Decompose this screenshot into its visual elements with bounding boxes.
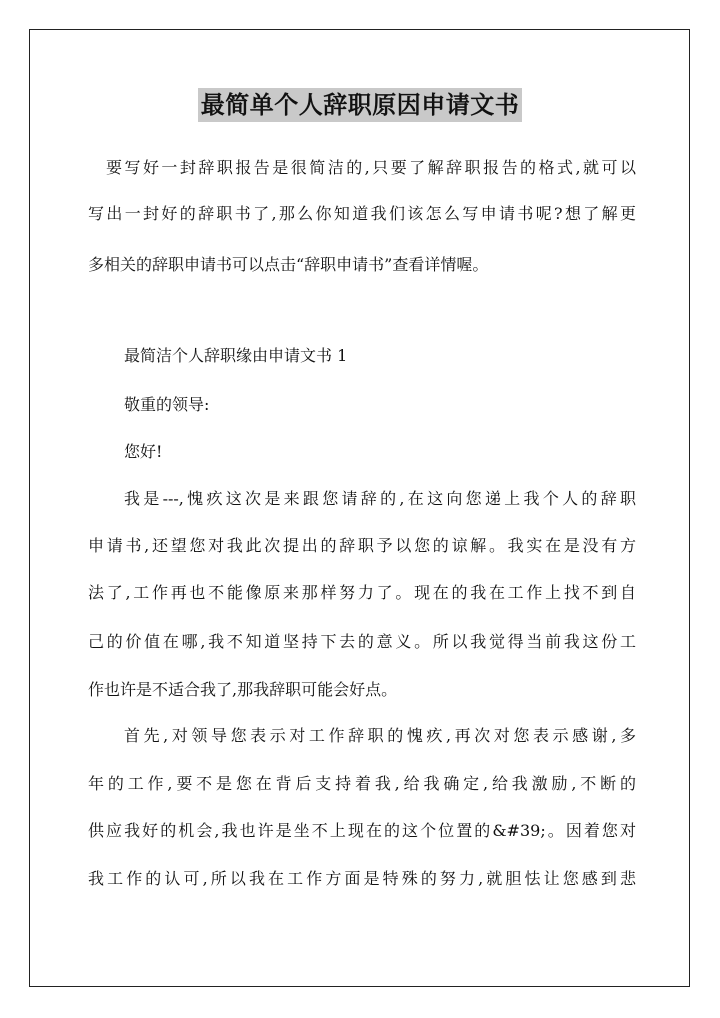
section-heading: 最简洁个人辞职缘由申请文书 1 [124,346,348,365]
document-title: 最简单个人辞职原因申请文书 [198,88,523,122]
paragraph-line: 年的工作,要不是您在背后支持着我,给我确定,给我激励,不断的 [88,774,636,793]
paragraph-line: 要写好一封辞职报告是很简洁的,只要了解辞职报告的格式,就可以 [106,158,636,177]
paragraph-line: 作也许是不适合我了,那我辞职可能会好点。 [88,680,398,699]
paragraph-line: 法了,工作再也不能像原来那样努力了。现在的我在工作上找不到自 [88,583,636,602]
title-wrapper [0,88,720,122]
paragraph-line: 申请书,还望您对我此次提出的辞职予以您的谅解。我实在是没有方 [88,536,636,555]
paragraph-line: 多相关的辞职申请书可以点击“辞职申请书”查看详情喔。 [88,255,489,274]
salutation: 敬重的领导: [124,395,210,414]
paragraph-line: 己的价值在哪,我不知道坚持下去的意义。所以我觉得当前我这份工 [88,632,636,651]
paragraph-line: 写出一封好的辞职书了,那么你知道我们该怎么写申请书呢?想了解更 [88,204,636,223]
paragraph-line: 我是---,愧疚这次是来跟您请辞的,在这向您递上我个人的辞职 [124,489,636,508]
paragraph-line: 我工作的认可,所以我在工作方面是特殊的努力,就胆怯让您感到悲 [88,869,636,888]
paragraph-line: 首先,对领导您表示对工作辞职的愧疚,再次对您表示感谢,多 [124,726,636,745]
paragraph-line: 供应我好的机会,我也许是坐不上现在的这个位置的&#39;。因着您对 [88,821,636,840]
greeting: 您好! [124,442,163,461]
